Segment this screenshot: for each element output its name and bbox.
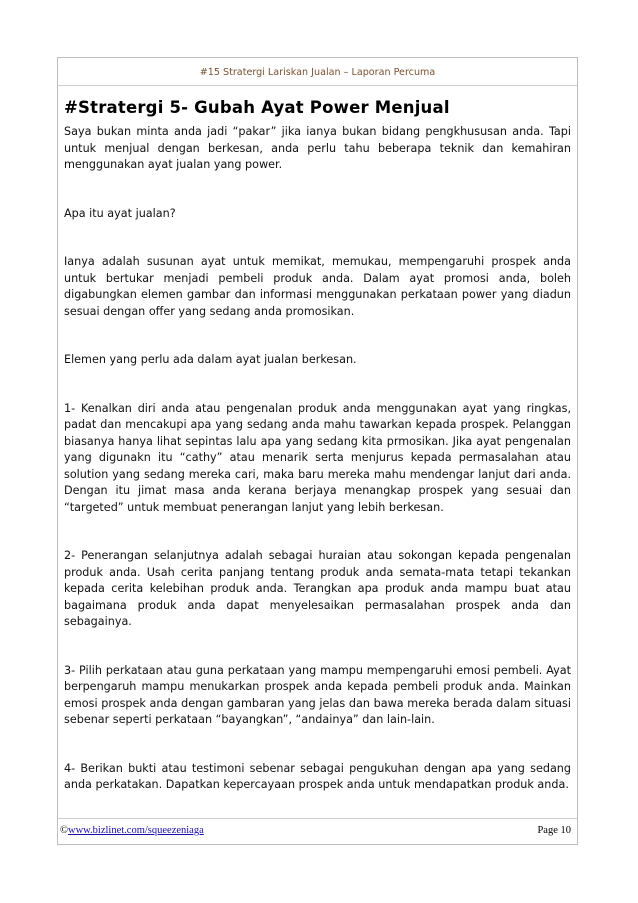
- page-frame: [57, 57, 578, 845]
- paragraph-point-3: 3- Pilih perkataan atau guna perkataan yang mampu mempengaruhi emosi pembeli. Ayat berpengaruh mampu menukarkan prospek anda kepada pembeli produk anda. Mainkan emosi prospek anda dengan gambaran yang jelas dan bawa mereka berada dalam situasi sebenar seperti perkataan “bayangkan”, “andainya” dan lain-lain.: [64, 663, 571, 726]
- paragraph-question: Apa itu ayat jualan?: [64, 206, 176, 220]
- paragraph-definition: Ianya adalah susunan ayat untuk memikat, memukau, mempengaruhi prospek anda untuk bertukar menjadi pembeli produk anda. Dalam ayat promosi anda, boleh digabungkan elemen gambar dan informasi menggunakan perkataan power yang diadun sesuai dengan offer yang sedang anda promosikan.: [64, 255, 571, 318]
- paragraph-point-1: 1- Kenalkan diri anda atau pengenalan produk anda menggunakan ayat yang ringkas, padat dan mencakupi apa yang sedang anda mahu tawarkan kepada prospek. Pelanggan biasanya hanya lihat sepintas lalu apa yang sedang kita prmosikan. Jika ayat pengenalan yang digunakn itu “cathy” atau menarik serta menjurus kepada permasalahan atau solution yang sedang mereka cari, maka baru mereka mahu mendengar lanjut dari anda. Dengan itu jimat masa anda kerana berjaya menangkap prospek yang sesuai dan “targeted” untuk membuat penerangan lanjut yang lebih berkesan.: [64, 401, 571, 514]
- paragraph-point-4: 4- Berikan bukti atau testimoni sebenar sebagai pengukuhan dengan apa yang sedang anda perkatakan. Dapatkan kepercayaan prospek anda untuk mendapatkan produk anda.: [64, 761, 571, 791]
- header-divider: [58, 85, 577, 86]
- footer-website-link[interactable]: www.bizlinet.com/squeezeniaga: [67, 825, 204, 836]
- copyright-symbol: ©: [60, 825, 68, 836]
- paragraph-intro: Saya bukan minta anda jadi “pakar” jika ianya bukan bidang pengkhususan anda. Tapi untuk menjual dengan berkesan, anda perlu tahu beberapa teknik dan kemahiran menggunakan ayat jualan yang power.: [64, 125, 571, 171]
- section-title: #Stratergi 5- Gubah Ayat Power Menjual: [64, 98, 450, 117]
- footer-copyright: [60, 825, 204, 836]
- running-header: #15 Stratergi Lariskan Jualan – Laporan Percuma: [199, 67, 436, 78]
- page-content: [58, 98, 577, 794]
- page-footer: [60, 825, 571, 839]
- paragraph-point-2: 2- Penerangan selanjutnya adalah sebagai huraian atau sokongan kepada pengenalan produk anda. Usah cerita panjang tentang produk anda semata-mata tetapi tekankan kepada cerita kelebihan produk anda. Terangkan apa produk anda mampu buat atau bagaimana produk anda dapat menyelesaikan permasalahan prospek anda dan sebagainya.: [64, 549, 571, 628]
- paragraph-elements-heading: Elemen yang perlu ada dalam ayat jualan berkesan.: [64, 353, 357, 366]
- footer-divider: [58, 818, 577, 819]
- page-number: Page 10: [537, 825, 571, 836]
